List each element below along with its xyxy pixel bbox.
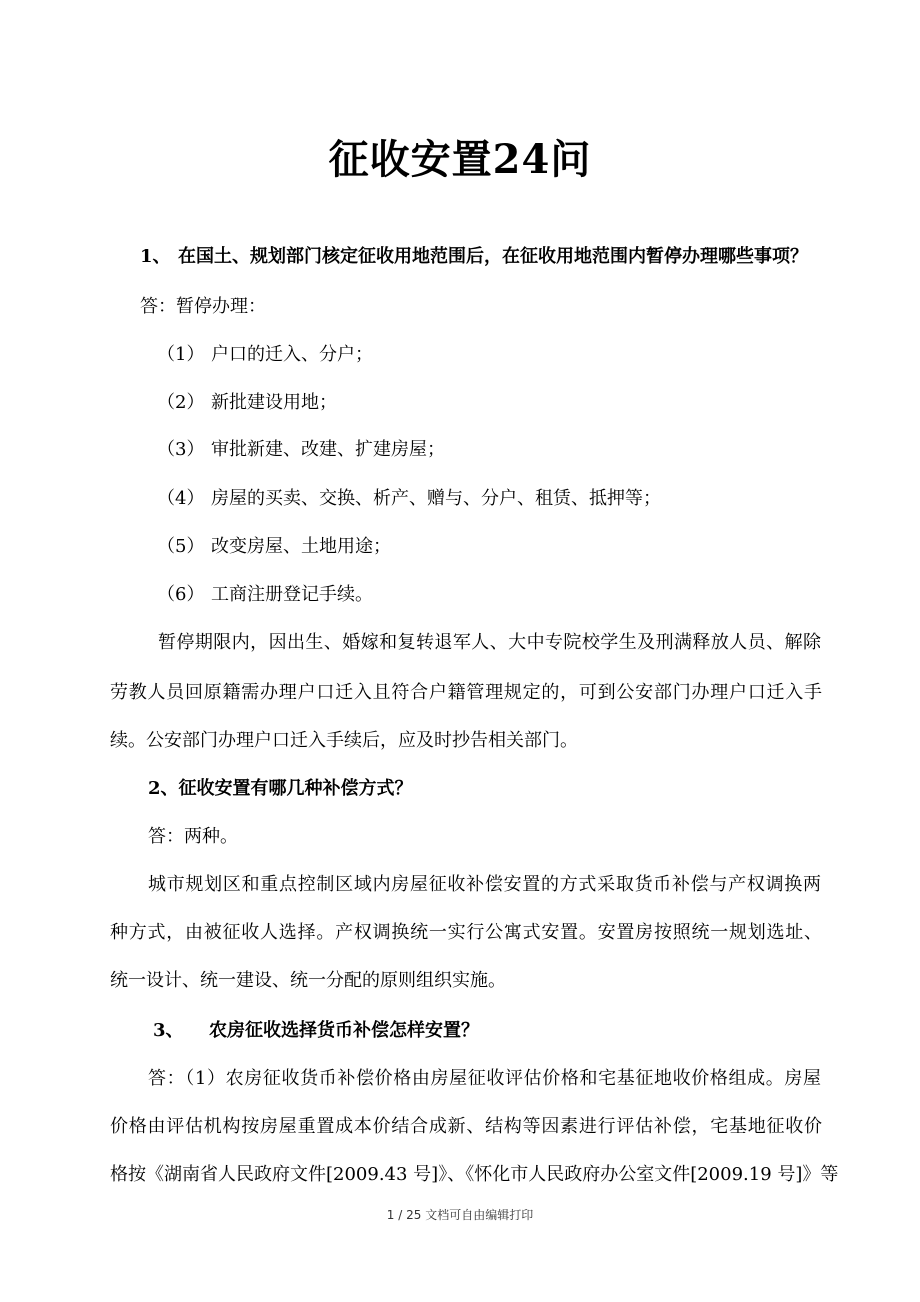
paragraph-line: 城市规划区和重点控制区域内房屋征收补偿安置的方式采取货币补偿与产权调换两	[148, 874, 821, 895]
list-item-text: 改变房屋、土地用途；	[211, 536, 391, 557]
list-item-number: （2）	[157, 392, 205, 413]
question-1-text: 在国土、规划部门核定征收用地范围后，在征收用地范围内暂停办理哪些事项？	[178, 246, 808, 267]
answer-2-intro: 答：两种。	[148, 826, 238, 847]
paragraph-line: 暂停期限内，因出生、婚嫁和复转退军人、大中专院校学生及刑满释放人员、解除	[158, 632, 821, 653]
list-item	[157, 582, 373, 608]
list-item	[157, 534, 391, 560]
list-item-number: （3）	[157, 439, 205, 460]
paragraph-line: 统一设计、统一建设、统一分配的原则组织实施。	[110, 970, 506, 991]
list-item-number: （6）	[157, 584, 205, 605]
list-item	[157, 390, 337, 416]
page-footer: 1 / 25 文档可自由编辑打印	[386, 1208, 534, 1222]
question-3-number: 3、	[153, 1020, 184, 1041]
paragraph-line: 价格由评估机构按房屋重置成本价结合成新、结构等因素进行评估补偿，宅基地征收价	[110, 1116, 822, 1137]
answer-1-intro: 答：暂停办理：	[140, 296, 266, 317]
list-item-number: （4）	[157, 488, 205, 509]
list-item-number: （5）	[157, 536, 205, 557]
paragraph-line: 续。公安部门办理户口迁入手续后，应及时抄告相关部门。	[110, 730, 578, 751]
list-item-text: 审批新建、改建、扩建房屋；	[211, 439, 445, 460]
list-item-text: 新批建设用地；	[211, 392, 337, 413]
question-1-number: 1、	[140, 246, 171, 267]
question-1	[140, 244, 808, 270]
paragraph-line: 种方式，由被征收人选择。产权调换统一实行公寓式安置。安置房按照统一规划选址、	[110, 922, 822, 943]
question-3	[153, 1018, 479, 1044]
list-item-text: 户口的迁入、分户；	[211, 344, 373, 365]
list-item	[157, 486, 661, 512]
list-item	[157, 342, 373, 368]
list-item-number: （1）	[157, 344, 205, 365]
question-3-text: 农房征收选择货币补偿怎样安置？	[209, 1020, 479, 1041]
document-title: 征收安置24问	[328, 136, 592, 183]
list-item	[157, 437, 445, 463]
list-item-text: 房屋的买卖、交换、析产、赠与、分户、租赁、抵押等；	[211, 488, 661, 509]
paragraph-line: 格按《湖南省人民政府文件[2009.43 号]》、《怀化市人民政府办公室文件[2009.19 号]》等	[110, 1164, 839, 1185]
paragraph-line: 劳教人员回原籍需办理户口迁入且符合户籍管理规定的，可到公安部门办理户口迁入手	[110, 682, 822, 703]
question-2: 2、征收安置有哪几种补偿方式？	[148, 778, 413, 799]
paragraph-line: 答：（1）农房征收货币补偿价格由房屋征收评估价格和宅基征地收价格组成。房屋	[148, 1068, 821, 1089]
list-item-text: 工商注册登记手续。	[211, 584, 373, 605]
